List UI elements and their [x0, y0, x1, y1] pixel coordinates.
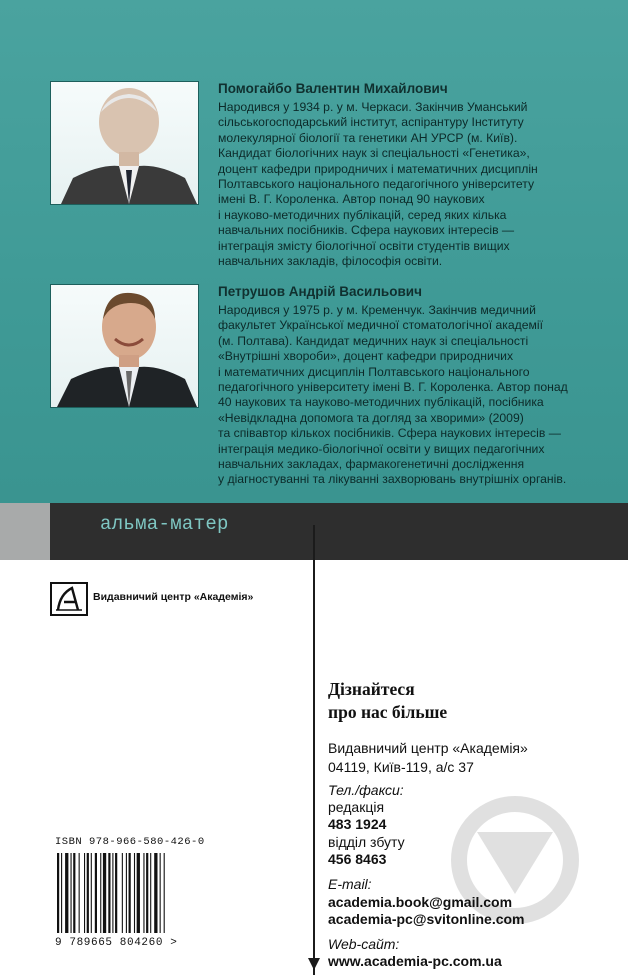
bio-line: і математичних дисциплін Полтавського національного — [218, 364, 530, 379]
bio-line: «Внутрішні хвороби», доцент кафедри природничих — [218, 349, 514, 364]
bio-line: інтеграція медико-біологічної освіти у вищих педагогічних — [218, 441, 545, 456]
bio-line: у діагностуванні та лікуванні захворювань внутрішніх органів. — [218, 472, 567, 487]
bio-line: доцент кафедри природничих і математичних дисциплін — [218, 161, 538, 176]
series-label: альма-матер — [100, 513, 229, 535]
bio-line: і науково-методичних публікацій, серед яких кілька — [218, 207, 507, 222]
author-name: Петрушов Андрій Васильович — [218, 284, 422, 299]
learn-more-line: про нас більше — [328, 702, 448, 722]
bio-line: 40 наукових та науково-методичних публікацій, посібника — [218, 395, 544, 410]
divider-arrow-line — [313, 525, 315, 975]
email-label: E-mail: — [328, 876, 372, 892]
bio-line: факультет Української медичної стоматологічної академії — [218, 318, 543, 333]
bio-line: Народився у 1975 р. у м. Кременчук. Закінчив медичний — [218, 303, 536, 317]
bio-line: та співавтор кількох посібників. Сфера наукових інтересів — — [218, 426, 561, 441]
bio-line: навчальних закладів, філософія освіти. — [218, 254, 443, 269]
bio-line: навчальних закладах, фармакогенетичні дослідження — [218, 457, 525, 472]
phone-label: Тел./факси: — [328, 782, 404, 798]
publisher-logo — [50, 582, 88, 616]
bio-line: (м. Полтава). Кандидат медичних наук зі спеціальності — [218, 333, 529, 348]
sales-label: відділ збуту — [328, 834, 405, 850]
publisher-name: Видавничий центр «Академія» — [93, 591, 254, 603]
bio-line: «Невідкладна допомога та догляд за хворими» (2009) — [218, 410, 524, 425]
learn-more-line: Дізнайтеся — [328, 679, 415, 699]
bio-line: молекулярної біології та генетики АН УРСР (м. Київ). — [218, 130, 518, 145]
barcode-number: 9 789665 804260 > — [55, 937, 178, 949]
author-photo-petrushov — [50, 284, 199, 408]
sales-phone: 456 8463 — [328, 851, 387, 867]
bio-line: імені В. Г. Короленка. Автор понад 90 наукових — [218, 192, 485, 207]
email-link[interactable]: academia.book@gmail.com — [328, 894, 513, 910]
bio-line: Народився у 1934 р. у м. Черкаси. Закінчив Уманський — [218, 100, 528, 114]
author-name: Помогайбо Валентин Михайлович — [218, 81, 448, 96]
isbn: ISBN 978-966-580-426-0 — [55, 836, 205, 848]
series-band-accent — [0, 503, 50, 560]
editorial-phone: 483 1924 — [328, 816, 387, 832]
bio-line: інтеграція змісту біологічної освіти студентів вищих — [218, 238, 510, 253]
arrow-down-icon — [308, 958, 320, 970]
author-photo-pomohaibo — [50, 81, 199, 205]
bio-line: Кандидат біологічних наук зі спеціальності «Генетика», — [218, 146, 530, 161]
contact-address: 04119, Київ-119, а/с 37 — [328, 759, 474, 775]
bio-line: сільськогосподарський інститут, аспірантуру Інституту — [218, 115, 524, 130]
learn-more-heading — [328, 678, 447, 724]
author-bio — [218, 100, 614, 269]
bio-line: Полтавського національного педагогічного університету — [218, 177, 535, 192]
web-link[interactable]: www.academia-pc.com.ua — [328, 953, 502, 969]
bio-line: педагогічного університету імені В. Г. Короленка. Автор понад — [218, 380, 568, 395]
editorial-label: редакція — [328, 799, 385, 815]
email-link[interactable]: academia-pc@svitonline.com — [328, 911, 525, 927]
author-bio — [218, 303, 614, 488]
bio-line: навчальних посібників. Сфера наукових інтересів — — [218, 223, 515, 238]
web-label: Web-сайт: — [328, 936, 400, 952]
contact-publisher: Видавничий центр «Академія» — [328, 740, 528, 756]
barcode — [55, 853, 198, 933]
